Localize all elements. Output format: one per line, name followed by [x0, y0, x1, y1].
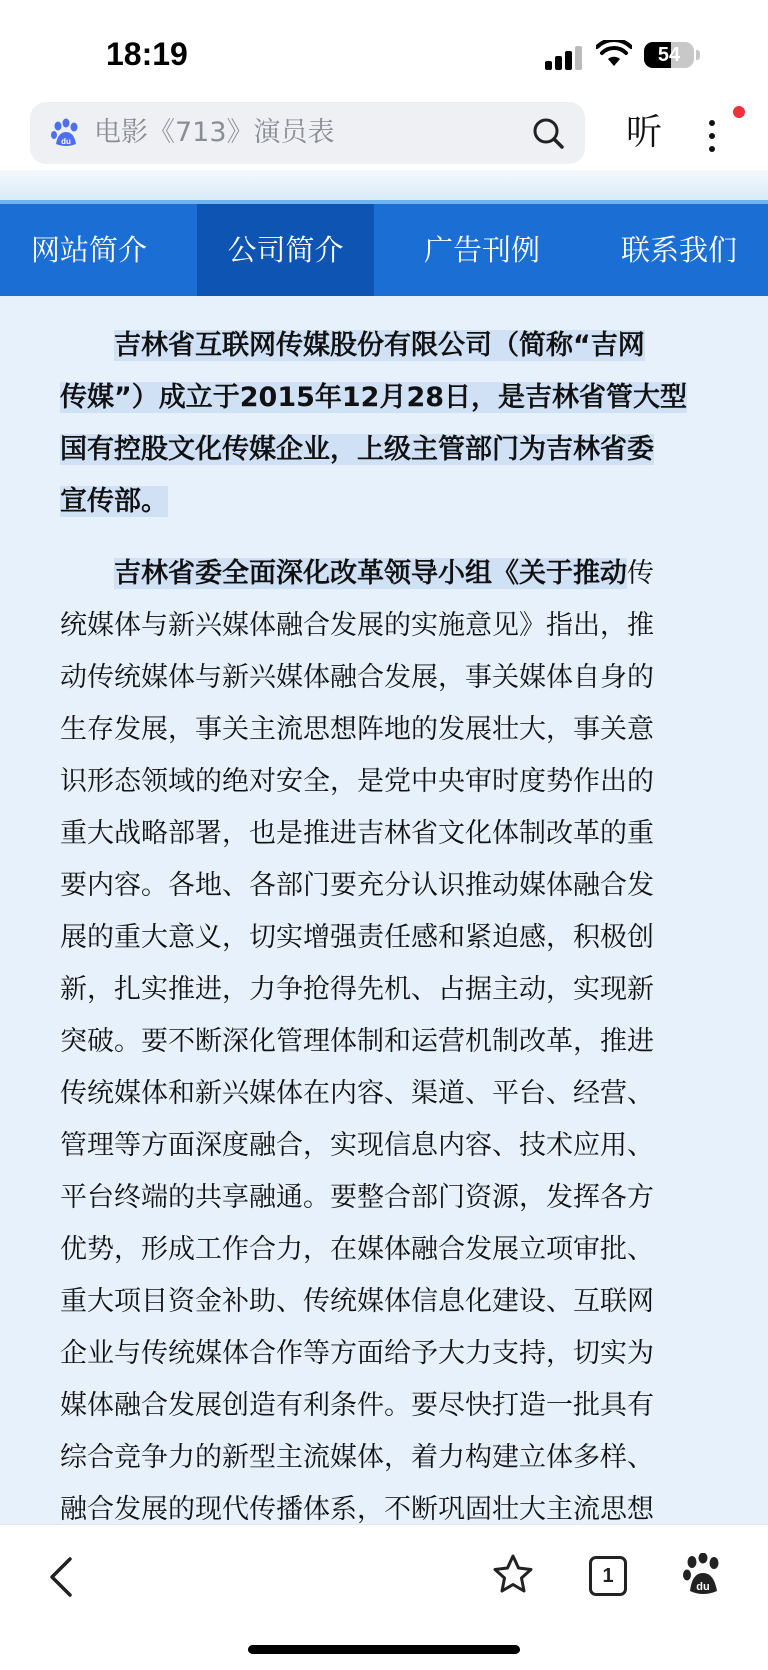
article-line: 综合竞争力的新型主流媒体，着力构建立体多样、	[60, 1442, 654, 1473]
article-line: 展的重大意义，切实增强责任感和紧迫感，积极创	[60, 922, 654, 953]
article-line: 要内容。各地、各部门要充分认识推动媒体融合发	[60, 870, 654, 901]
article-line: 宣传部。	[60, 486, 168, 517]
site-nav	[0, 204, 768, 296]
wifi-icon	[596, 40, 632, 68]
nav-item-website-intro[interactable]: 网站简介	[30, 233, 147, 267]
article-line-rest: 传	[627, 558, 654, 589]
body-paragraph	[60, 548, 710, 1524]
article-line: 统媒体与新兴媒体融合发展的实施意见》指出，推	[60, 610, 654, 641]
article-line: 国有控股文化传媒企业，上级主管部门为吉林省委	[60, 434, 654, 465]
baidu-paw-icon[interactable]	[682, 1553, 722, 1595]
search-query[interactable]: 电影《713》演员表	[94, 117, 335, 148]
cellular-signal-icon	[545, 42, 583, 70]
article-line: 重大项目资金补助、传统媒体信息化建设、互联网	[60, 1286, 654, 1317]
search-icon[interactable]	[531, 116, 565, 150]
article-line: 媒体融合发展创造有利条件。要尽快打造一批具有	[60, 1390, 654, 1421]
article-line: 突破。要不断深化管理体制和运营机制改革，推进	[60, 1026, 654, 1057]
listen-button[interactable]: 听	[626, 112, 663, 153]
article-line: 优势，形成工作合力，在媒体融合发展立项审批、	[60, 1234, 654, 1265]
battery-icon	[644, 42, 694, 68]
page-header-strip	[0, 170, 768, 204]
article-line: 生存发展，事关主流思想阵地的发展壮大，事关意	[60, 714, 654, 745]
nav-item-ad-rates[interactable]: 广告刊例	[423, 233, 540, 267]
svg-text:du: du	[696, 1581, 710, 1593]
nav-item-contact-us[interactable]: 联系我们	[620, 233, 737, 267]
browser-search-row	[0, 100, 768, 170]
article-line: 重大战略部署，也是推进吉林省文化体制改革的重	[60, 818, 654, 849]
article-line: 传统媒体和新兴媒体在内容、渠道、平台、经营、	[60, 1078, 654, 1109]
battery-level: 54	[657, 44, 681, 66]
home-indicator[interactable]	[248, 1645, 520, 1654]
article-content	[0, 296, 768, 1524]
notification-dot	[733, 106, 745, 118]
search-box[interactable]	[30, 102, 585, 164]
tabs-icon[interactable]	[589, 1556, 627, 1596]
article-line: 吉林省互联网传媒股份有限公司（简称“吉网	[114, 330, 645, 361]
article-line: 融合发展的现代传播体系，不断巩固壮大主流思想	[60, 1494, 654, 1524]
battery-cap	[696, 50, 700, 60]
star-icon[interactable]	[492, 1553, 534, 1595]
tab-count: 1	[602, 1565, 614, 1587]
article-line: 动传统媒体与新兴媒体融合发展，事关媒体自身的	[60, 662, 654, 693]
status-bar	[0, 0, 768, 100]
back-icon[interactable]	[46, 1555, 76, 1599]
article-line: 新，扎实推进，力争抢得先机、占据主动，实现新	[60, 974, 654, 1005]
svg-text:du: du	[61, 137, 71, 146]
article-line: 管理等方面深度融合，实现信息内容、技术应用、	[60, 1130, 654, 1161]
article-line: 平台终端的共享融通。要整合部门资源，发挥各方	[60, 1182, 654, 1213]
article-line: 企业与传统媒体合作等方面给予大力支持，切实为	[60, 1338, 654, 1369]
nav-item-company-intro[interactable]: 公司简介	[197, 204, 374, 296]
baidu-paw-icon	[50, 118, 80, 148]
intro-paragraph	[60, 320, 710, 528]
more-menu-icon[interactable]	[700, 108, 724, 164]
article-line: 传媒”）成立于2015年12月28日，是吉林省管大型	[60, 382, 688, 413]
article-line: 识形态领域的绝对安全，是党中央审时度势作出的	[60, 766, 654, 797]
status-time: 18:19	[106, 36, 188, 72]
article-line-bold: 吉林省委全面深化改革领导小组《关于推动	[114, 558, 627, 589]
